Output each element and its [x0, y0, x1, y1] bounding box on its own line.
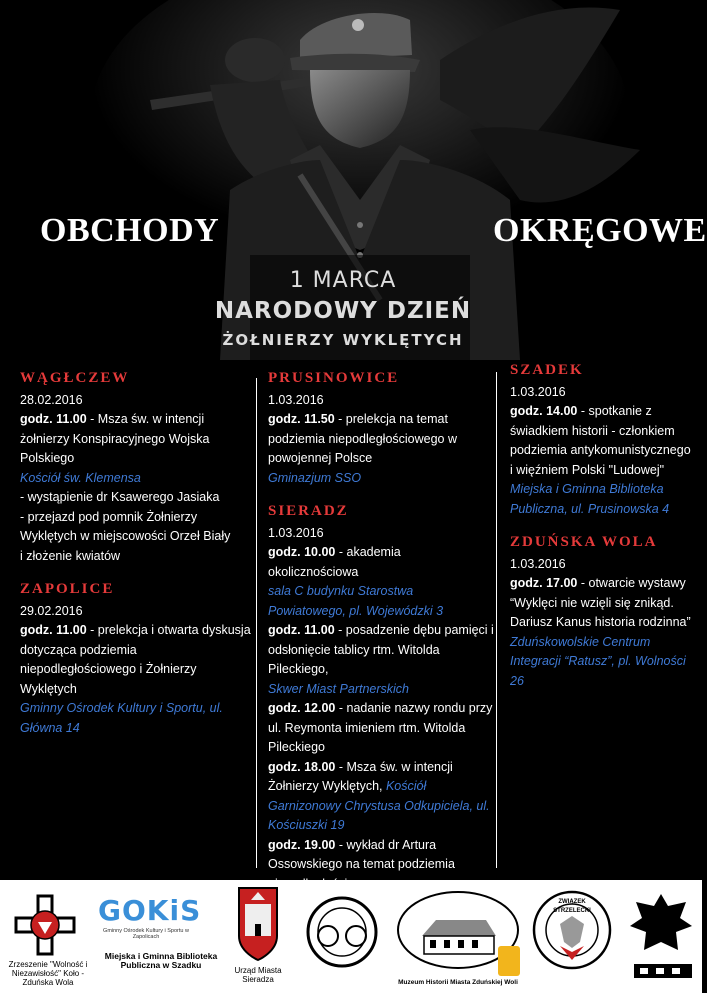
- title-right: OKRĘGOWE: [493, 212, 707, 249]
- location-zapolice: Gminny Ośrodek Kultury i Sportu, ul. Główna 14: [20, 701, 223, 735]
- time-label: godz. 11.50: [268, 412, 335, 426]
- town-szadek: SZADEK: [510, 362, 584, 378]
- event-prusinowice: [268, 410, 494, 469]
- event-szadek: [510, 402, 696, 480]
- town-sieradz: SIERADZ: [268, 503, 349, 519]
- event-desc: - Msza św. w intencji Żołnierzy Wyklętych,: [268, 759, 453, 793]
- subtitle-secondary: ŻOŁNIERZY WYKLĘTYCH: [222, 331, 464, 349]
- sponsor-logos-strip: [0, 880, 702, 993]
- gokis-logo: [98, 894, 202, 944]
- gokis-wordmark: GOKiS: [98, 894, 202, 927]
- event-waglczew-line4: i złożenie kwiatów: [20, 548, 121, 563]
- date-szadek: 1.03.2016: [510, 384, 566, 399]
- event-sieradz-4: [268, 758, 494, 836]
- date-prusinowice: 1.03.2016: [268, 392, 324, 407]
- event-desc: - akademia okolicznościowa: [268, 545, 401, 579]
- time-label: godz. 19.00: [268, 837, 336, 852]
- logo-muzeum-label: Muzeum Historii Miasta Zduńskiej Woli: [398, 979, 518, 986]
- location-zdunska-wola: Zduńskowolskie Centrum Integracji “Ratusz”, pl. Wolności 26: [510, 634, 686, 688]
- column-middle: [268, 369, 494, 914]
- event-desc: - prelekcja na temat podziemia niepodległościowego w powojennej Polsce: [268, 412, 458, 465]
- time-label: godz. 11.00: [20, 412, 87, 426]
- sieradz-coat-of-arms-icon: [237, 886, 279, 962]
- time-label: godz. 17.00: [510, 576, 578, 590]
- event-desc: - wykład dr Artura Ossowskiego na temat podziemia: [268, 837, 455, 871]
- event-zapolice: [20, 621, 252, 699]
- date-sieradz: 1.03.2016: [268, 525, 324, 540]
- town-zdunska-wola: ZDUŃSKA WOLA: [510, 534, 658, 550]
- column-divider-1: [256, 378, 257, 868]
- subtitle-date: 1 MARCA: [289, 268, 397, 293]
- event-sieradz-3: [268, 699, 494, 758]
- event-sieradz-1: [268, 543, 494, 582]
- event-desc: - spotkanie z świadkiem historii - członkiem podziemia antykomunistycznego i więźniem Polski "Ludowej": [510, 404, 691, 477]
- event-desc: - nadanie nazwy rondu przy ul. Reymonta imieniem rtm. Witolda Pileckiego: [268, 701, 493, 754]
- time-label: godz. 11.00: [268, 623, 335, 637]
- column-divider-2: [496, 372, 497, 868]
- location-szadek: Miejska i Gminna Biblioteka Publiczna, ul. Prusinowska 4: [510, 482, 670, 516]
- date-waglczew: 28.02.2016: [20, 392, 83, 407]
- town-zapolice: ZAPOLICE: [20, 581, 115, 597]
- time-label: godz. 10.00: [268, 545, 336, 559]
- gokis-subtitle: Gminny Ośrodek Kultury i Sportu w Zapolicach: [103, 928, 189, 940]
- event-desc: - otwarcie wystawy “Wyklęci nie wzięli się znikąd. Dariusz Kanus historia rodzinna”: [510, 576, 691, 629]
- event-desc: - prelekcja i otwarta dyskusja dotycząca podziemia niepodległościowego i Żołnierzy Wyklętych: [20, 623, 251, 696]
- location-sieradz-4: Kościół Garnizonowy Chrystusa Odkupiciela, ul. Kościuszki 19: [268, 779, 490, 832]
- column-left: [20, 369, 252, 738]
- location-prusinowice: Gminazjum SSO: [268, 470, 362, 485]
- logo-biblioteka-label: Miejska i Gminna Biblioteka Publiczna w Szadku: [104, 951, 218, 970]
- event-sieradz-2: [268, 621, 494, 680]
- event-desc: - Msza św. w intencji żołnierzy Konspiracyjnego Wojska Polskiego: [20, 412, 210, 465]
- date-zdunska-wola: 1.03.2016: [510, 556, 566, 571]
- yellow-mark-icon: [498, 946, 520, 976]
- town-prusinowice: PRUSINOWICE: [268, 370, 400, 386]
- location-sieradz-2: Skwer Miast Partnerskich: [268, 681, 410, 696]
- logo-urzad-label: Urząd Miasta Sieradza: [234, 966, 282, 984]
- location-waglczew: Kościół św. Klemensa: [20, 470, 141, 485]
- town-waglczew: WĄGŁCZEW: [20, 370, 130, 386]
- logo-wolnosc-label: Zrzeszenie "Wolność i Niezawisłość" Koło - Zduńska Wola: [8, 960, 88, 987]
- event-waglczew-mass: [20, 410, 252, 469]
- cross-emblem-icon: [12, 892, 78, 958]
- date-zapolice: 29.02.2016: [20, 603, 83, 618]
- society-badges-icon: [292, 894, 392, 972]
- time-label: godz. 18.00: [268, 759, 336, 774]
- event-waglczew-line3: - przejazd pod pomnik Żołnierzy Wyklętych w miejscowości Orzeł Biały: [20, 509, 231, 543]
- event-waglczew-line2: - wystąpienie dr Ksawerego Jasiaka: [20, 490, 220, 504]
- event-zdunska-wola: [510, 574, 696, 633]
- subtitle-main: NARODOWY DZIEŃ: [214, 298, 472, 324]
- polish-eagle-icon: [626, 888, 696, 984]
- title-left: OBCHODY: [40, 212, 220, 249]
- logo-strzelecki-label: ZWIĄZEK STRZELECKI: [553, 899, 591, 914]
- time-label: godz. 12.00: [268, 701, 336, 715]
- time-label: godz. 14.00: [510, 404, 578, 418]
- location-sieradz-1: sala C budynku Starostwa Powiatowego, pl. Wojewódzki 3: [268, 584, 444, 618]
- event-desc: - posadzenie dębu pamięci i odsłonięcie tablicy rtm. Witolda Pileckiego,: [268, 623, 494, 676]
- column-right: [510, 361, 696, 691]
- time-label: godz. 11.00: [20, 623, 87, 637]
